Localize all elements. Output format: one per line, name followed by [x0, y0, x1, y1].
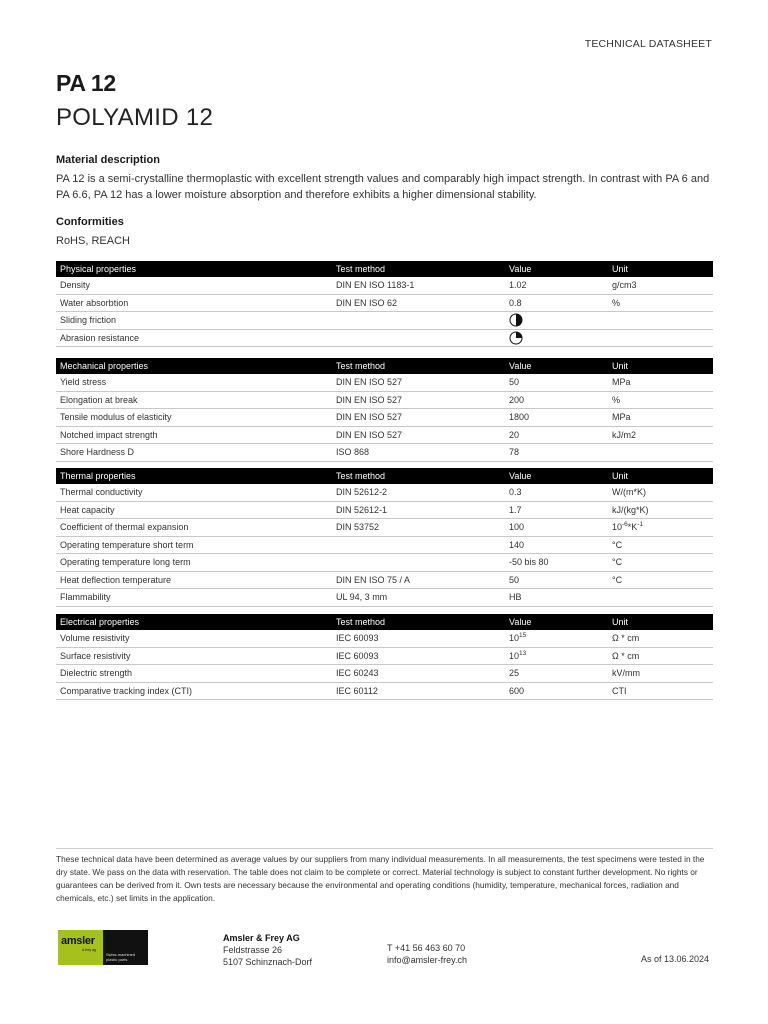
property-value: 78: [505, 444, 608, 462]
conformities-heading: Conformities: [56, 216, 124, 228]
test-method: DIN EN ISO 527: [332, 409, 505, 427]
test-method: UL 94, 3 mm: [332, 589, 505, 607]
property-unit: [608, 444, 713, 462]
thermal-properties-table: [56, 468, 713, 607]
table-row: [56, 294, 713, 312]
test-method: IEC 60112: [332, 682, 505, 700]
table-row: [56, 391, 713, 409]
mechanical-properties-table: [56, 358, 713, 462]
logo-black-block: [103, 930, 148, 965]
thermal-header-row: [56, 468, 713, 484]
property-unit: °C: [608, 536, 713, 554]
revision-date: As of 13.06.2024: [640, 954, 709, 964]
property-value: 140: [505, 536, 608, 554]
value-base: 10: [509, 650, 520, 661]
table-row: [56, 571, 713, 589]
property-unit: CTI: [608, 682, 713, 700]
property-value: 0.3: [505, 484, 608, 501]
property-value: 1.7: [505, 501, 608, 519]
test-method: DIN EN ISO 62: [332, 294, 505, 312]
physical-properties-table: [56, 261, 713, 347]
electrical-header-cell: Value: [505, 614, 608, 630]
thermal-header-cell: Test method: [332, 468, 505, 484]
property-value: 1.02: [505, 277, 608, 294]
electrical-header-cell: Unit: [608, 614, 713, 630]
table-row: [56, 589, 713, 607]
test-method: ISO 868: [332, 444, 505, 462]
property-unit: W/(m*K): [608, 484, 713, 501]
property-unit: [608, 519, 713, 537]
logo-subline: & frey ag: [82, 948, 97, 952]
electrical-properties-table: [56, 614, 713, 700]
table-row: [56, 277, 713, 294]
value-exponent: 15: [519, 632, 527, 640]
property-unit: g/cm3: [608, 277, 713, 294]
property-name: Density: [56, 277, 332, 294]
table-row: [56, 554, 713, 572]
property-name: Yield stress: [56, 374, 332, 391]
test-method: DIN 52612-1: [332, 501, 505, 519]
property-value: -50 bis 80: [505, 554, 608, 572]
test-method: IEC 60093: [332, 647, 505, 665]
logo-tagline: [106, 952, 135, 962]
property-unit: °C: [608, 571, 713, 589]
mechanical-header-row: [56, 358, 713, 374]
property-unit: kJ/m2: [608, 426, 713, 444]
property-name: Operating temperature short term: [56, 536, 332, 554]
table-row: [56, 501, 713, 519]
unit-base: 10: [612, 522, 623, 533]
property-name: Volume resistivity: [56, 630, 332, 647]
disclaimer-text: These technical data have been determined as average values by our suppliers from many individual measurements. In all measurements, the test specimens were tested in the dry state. We pass on the data with reservation. The table does not claim to be complete or correct. Material technology is subject to constant further development. No rights or guarantees can be derived from it. Own tests are necessary because the environmental and operating conditions (humidity, temperature, mechanical forces, radiation and chemicals, etc.) set limits in the application.: [56, 854, 705, 903]
electrical-header-row: [56, 614, 713, 630]
property-value: 50: [505, 571, 608, 589]
property-name: Heat deflection temperature: [56, 571, 332, 589]
material-description-text: PA 12 is a semi-crystalline thermoplastic with excellent strength values and comparably high impact strength. In contrast with PA 6 and PA 6.6, PA 12 has a lower moisture absorption and therefore exhibits a higher dimensional stability.: [56, 173, 710, 201]
property-unit: MPa: [608, 374, 713, 391]
property-name: Surface resistivity: [56, 647, 332, 665]
physical-header-row: [56, 261, 713, 277]
footer-divider: [56, 848, 713, 849]
test-method: DIN EN ISO 1183-1: [332, 277, 505, 294]
property-value: 50: [505, 374, 608, 391]
property-unit: [608, 329, 713, 347]
material-description-heading: Material description: [56, 154, 160, 166]
conformities-text: RoHS, REACH: [56, 235, 130, 247]
property-value: 0.8: [505, 294, 608, 312]
property-name: Comparative tracking index (CTI): [56, 682, 332, 700]
test-method: [332, 536, 505, 554]
property-value: HB: [505, 589, 608, 607]
property-name: Sliding friction: [56, 312, 332, 330]
property-value: 100: [505, 519, 608, 537]
property-name: Coefficient of thermal expansion: [56, 519, 332, 537]
property-name: Flammability: [56, 589, 332, 607]
electrical-header-cell: Test method: [332, 614, 505, 630]
thermal-header-cell: Value: [505, 468, 608, 484]
property-name: Dielectric strength: [56, 665, 332, 683]
table-row: [56, 312, 713, 330]
rating-pie-icon: [509, 313, 523, 327]
table-row: [56, 484, 713, 501]
table-row: [56, 519, 713, 537]
table-row: [56, 647, 713, 665]
test-method: [332, 312, 505, 330]
property-unit: °C: [608, 554, 713, 572]
test-method: IEC 60093: [332, 630, 505, 647]
physical-header-cell: Value: [505, 261, 608, 277]
material-subtitle: POLYAMID 12: [56, 104, 214, 131]
logo-tagline-line1: Swiss-machined: [106, 952, 136, 957]
table-row: [56, 682, 713, 700]
test-method: DIN EN ISO 527: [332, 374, 505, 391]
test-method: [332, 554, 505, 572]
document-type-label: TECHNICAL DATASHEET: [584, 38, 712, 50]
property-name: Abrasion resistance: [56, 329, 332, 347]
table-row: [56, 630, 713, 647]
property-name: Thermal conductivity: [56, 484, 332, 501]
company-street: Feldstrasse 26: [223, 945, 283, 955]
logo-wordmark: amsler: [61, 935, 95, 947]
physical-header-cell: Physical properties: [56, 261, 332, 277]
unit-exponent: -1: [637, 521, 644, 529]
physical-header-cell: Test method: [332, 261, 505, 277]
property-value: 25: [505, 665, 608, 683]
electrical-header-cell: Electrical properties: [56, 614, 332, 630]
table-row: [56, 329, 713, 347]
thermal-header-cell: Unit: [608, 468, 713, 484]
property-unit: Ω * cm: [608, 647, 713, 665]
property-value: 20: [505, 426, 608, 444]
table-row: [56, 536, 713, 554]
company-address: [223, 932, 312, 968]
property-name: Tensile modulus of elasticity: [56, 409, 332, 427]
test-method: DIN 53752: [332, 519, 505, 537]
company-email[interactable]: info@amsler-frey.ch: [387, 955, 467, 965]
test-method: DIN EN ISO 75 / A: [332, 571, 505, 589]
property-value: 600: [505, 682, 608, 700]
rating-pie-icon: [509, 331, 523, 345]
property-unit: kV/mm: [608, 665, 713, 683]
property-value: 200: [505, 391, 608, 409]
test-method: DIN 52612-2: [332, 484, 505, 501]
thermal-header-cell: Thermal properties: [56, 468, 332, 484]
property-unit: kJ/(kg*K): [608, 501, 713, 519]
mechanical-header-cell: Test method: [332, 358, 505, 374]
unit-exponent: -6: [622, 521, 628, 529]
property-unit: MPa: [608, 409, 713, 427]
test-method: DIN EN ISO 527: [332, 426, 505, 444]
property-value: [505, 630, 608, 647]
test-method: [332, 329, 505, 347]
test-method: IEC 60243: [332, 665, 505, 683]
material-title: PA 12: [56, 70, 116, 96]
mechanical-header-cell: Mechanical properties: [56, 358, 332, 374]
test-method: DIN EN ISO 527: [332, 391, 505, 409]
property-unit: [608, 312, 713, 330]
table-row: [56, 426, 713, 444]
property-name: Notched impact strength: [56, 426, 332, 444]
table-row: [56, 444, 713, 462]
property-name: Shore Hardness D: [56, 444, 332, 462]
property-unit: Ω * cm: [608, 630, 713, 647]
property-unit: %: [608, 294, 713, 312]
property-value: [505, 312, 608, 330]
value-base: 10: [509, 633, 520, 644]
logo-green-block: [58, 930, 103, 965]
company-phone: T +41 56 463 60 70: [387, 943, 466, 953]
table-row: [56, 409, 713, 427]
property-value: 1800: [505, 409, 608, 427]
logo-tagline-line2: plastic parts: [106, 957, 128, 962]
table-row: [56, 665, 713, 683]
property-name: Water absorbtion: [56, 294, 332, 312]
table-row: [56, 374, 713, 391]
property-unit: %: [608, 391, 713, 409]
mechanical-header-cell: Value: [505, 358, 608, 374]
company-contact: [387, 942, 467, 966]
property-value: [505, 329, 608, 347]
unit-middle: *K: [627, 522, 638, 533]
company-name: Amsler & Frey AG: [223, 933, 300, 943]
property-unit: [608, 589, 713, 607]
company-logo: [58, 930, 148, 965]
value-exponent: 13: [519, 649, 527, 657]
property-name: Operating temperature long term: [56, 554, 332, 572]
property-name: Elongation at break: [56, 391, 332, 409]
mechanical-header-cell: Unit: [608, 358, 713, 374]
property-value: [505, 647, 608, 665]
property-name: Heat capacity: [56, 501, 332, 519]
company-city: 5107 Schinznach-Dorf: [223, 957, 313, 967]
physical-header-cell: Unit: [608, 261, 713, 277]
